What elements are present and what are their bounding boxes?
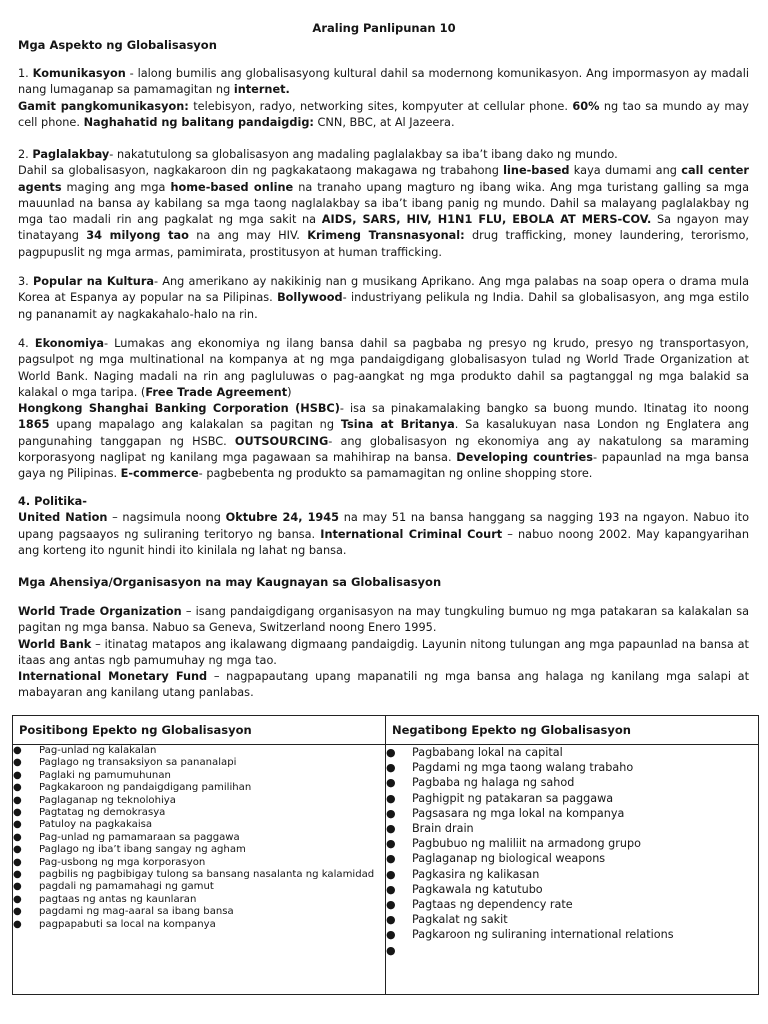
paragraph-ekonomiya [18, 336, 749, 483]
list-item [386, 867, 758, 882]
negative-effects-list [386, 745, 758, 957]
bullet-icon: ● [386, 761, 396, 775]
list-item-text: Pagkakaroon ng pandaigdigang pamilihan [39, 782, 252, 794]
list-item [386, 927, 758, 942]
list-item-text: Paglaki ng pamumuhunan [39, 769, 171, 781]
text-run: International Criminal Court [320, 527, 503, 541]
bullet-icon: ● [13, 831, 22, 843]
text-run: Gamit pangkomunikasyon: [18, 99, 189, 113]
bullet-icon: ● [13, 769, 22, 781]
list-item [386, 745, 758, 760]
list-item [386, 775, 758, 790]
list-item [386, 882, 758, 897]
text-run: 1865 [18, 418, 50, 432]
text-run: 3. [18, 275, 33, 288]
text-run: - papaunlad na mga bansa gaya ng Pilipinas. [18, 451, 749, 481]
section-heading-aspekto: Mga Aspekto ng Globalisasyon [18, 38, 217, 52]
list-item-text: Paglaganap ng teknolohiya [39, 794, 176, 806]
text-run: Naghahatid ng balitang pandaigdig: [83, 115, 314, 129]
text-run: – nagpapautang upang mapanatili ng mga bansa ang halaga ng kanilang mga salapi at mabayaran ang kanilang utang panlabas. [18, 670, 749, 700]
text-run: - isa sa pinakamalaking bangko sa buong mundo. Itinatag ito noong [339, 402, 750, 416]
list-item-text: Pagtatag ng demokrasya [39, 807, 166, 819]
text-run: – isang pandaigdigang organisasyon na may tungkuling bumuo ng mga patakaran sa kalakalan sa pagitan ng mga bansa. Nabuo sa Geneva, Switzerland noong Enero 1995. [18, 605, 749, 635]
list-item-text: Paglaganap ng biological weapons [412, 852, 606, 866]
paragraph-ahensiya [18, 604, 749, 702]
bullet-icon: ● [386, 882, 396, 896]
paragraph-komunikasyon [18, 66, 749, 131]
text-run: - industriyang pelikula ng India. Dahil sa globalisasyon, ang mga estilo ng pananamit ay nagkakahalo-halo na rin. [18, 291, 749, 321]
bullet-icon: ● [386, 852, 396, 866]
text-run: upang mapalago ang kalakalan sa pagitan ng [49, 418, 341, 432]
list-item-text: Patuloy na pagkakaisa [39, 819, 153, 831]
text-run: ) [287, 385, 292, 399]
text-run: World Trade Organization [18, 605, 182, 618]
text-run: - ang globalisasyon ng ekonomiya ang ay nakatulong sa maraming korporasyong naglipat ng kanilang mga pagawaan sa mahihirap na bansa. [18, 434, 749, 465]
header-positive: Positibong Epekto ng Globalisasyon [13, 716, 386, 745]
list-item [13, 919, 385, 931]
text-run: CNN, BBC, at Al Jazeera. [313, 115, 455, 129]
bullet-icon: ● [13, 881, 22, 893]
bullet-icon: ● [13, 906, 22, 918]
text-run: Ekonomiya [34, 337, 104, 350]
list-item [13, 881, 385, 893]
text-run: Dahil sa globalisasyon, nagkakaroon din ng pagkakataong makagawa ng trabahong [18, 164, 504, 178]
list-item [386, 912, 758, 927]
text-run: internet. [233, 83, 290, 97]
text-run: World Bank [18, 637, 92, 651]
text-run: - Lumakas ang ekonomiya ng ilang bansa dahil sa pagbaba ng presyo ng krudo, presyo ng transportasyon, pagsulpot ng mga multinational na kompanya at ng mga pandaigdigang globalisasyon tulad ng World Trade Organization at World Bank. Naging madali na rin ang pagluluwas o pag-aangkat ng mga produkto dahil sa pagtanggal ng mga balakid sa kalakal o mga taripa. ( [18, 337, 749, 399]
list-item [386, 806, 758, 821]
bullet-icon: ● [13, 782, 22, 794]
list-item [13, 844, 385, 856]
list-item-text: Pagkasira ng kalikasan [412, 867, 540, 881]
text-run: Free Trade Agreement [145, 385, 288, 399]
paragraph-popular-na-kultura [18, 274, 749, 323]
list-item [13, 869, 385, 881]
list-item [386, 760, 758, 775]
text-run: Developing countries [456, 451, 593, 465]
list-item-text: Pag-unlad ng pamamaraan sa paggawa [39, 831, 240, 843]
text-run: Hongkong Shanghai Banking Corporation (HSBC) [18, 402, 340, 416]
bullet-icon: ● [386, 822, 396, 836]
bullet-icon: ● [386, 791, 396, 805]
negative-effects-cell [386, 745, 759, 995]
list-item [13, 782, 385, 794]
text-run: Sa ngayon may tinatayang [18, 213, 749, 243]
list-item [386, 851, 758, 866]
list-item [13, 807, 385, 819]
text-run: - nakatutulong sa globalisasyon ang madaling paglalakbay sa iba’t ibang dako ng mundo. [109, 148, 618, 161]
text-run: telebisyon, radyo, networking sites, kompyuter at cellular phone. [188, 99, 573, 113]
bullet-icon: ● [386, 837, 396, 851]
list-item [13, 906, 385, 918]
text-run: 1. [18, 67, 33, 80]
list-item [13, 795, 385, 807]
text-run: 2. [18, 148, 33, 161]
text-run: - pagbebenta ng produkto sa pamamagitan ng online shopping store. [198, 467, 593, 481]
list-item [386, 821, 758, 836]
text-run: 60% [572, 99, 600, 113]
list-item-text: pagbilis ng pagbibigay tulong sa bansang nasalanta ng kalamidad [39, 869, 375, 881]
section-heading-ahensiya: Mga Ahensiya/Organisasyon na may Kaugnayan sa Globalisasyon [18, 575, 442, 589]
bullet-icon: ● [386, 943, 396, 957]
text-run: line-based [503, 164, 570, 178]
text-run: OUTSOURCING [234, 434, 329, 448]
text-run: - Ang amerikano ay nakikinig nan g musikang Aprikano. Ang mga palabas na soap opera o drama mula Korea at Espanya ay popular na sa Pilipinas. [18, 275, 750, 305]
list-item-text: Paghigpit ng patakaran sa paggawa [412, 791, 614, 805]
text-run: - lalong bumilis ang globalisasyong kultural dahil sa modernong komunikasyon. Ang impormasyon ay madali nang lumaganap sa pamamagitan ng [18, 67, 749, 97]
table-header-row [13, 716, 759, 745]
text-run: Komunikasyon [32, 67, 126, 80]
list-item-text: pagtaas ng antas ng kaunlaran [39, 893, 197, 905]
text-run: na tranaho upang magturo ng ibang wika. Ang mga turistang galling sa mga mauunlad na bansa ay kabilang sa mga taong naglalakbay sa iba’t ibang panig ng mundo. Dahil sa malayang paglalakbay ng mga tao madali rin ang pagkalat ng mga sakit na [18, 180, 749, 227]
list-item-text: Brain drain [412, 822, 474, 836]
text-run: – itinatag matapos ang ikalawang digmaang pandaigdig. Layunin nitong tulungan ang mga papaunlad na bansa at itaas ang antas ngb pamumuhay ng mga tao. [18, 637, 749, 667]
text-run: . Sa kasalukuyan nasa London ng Englatera ang pangunahing tanggapan ng HSBC. [18, 418, 749, 448]
list-item-text: Pagkawala ng katutubo [412, 882, 543, 896]
text-run: maging ang mga [61, 180, 171, 194]
text-run: Paglalakbay [32, 148, 110, 161]
list-item-text: Pagkaroon ng suliraning international relations [412, 928, 674, 942]
bullet-icon: ● [386, 806, 396, 820]
list-item [13, 770, 385, 782]
text-run: home-based online [170, 180, 294, 194]
bullet-icon: ● [386, 776, 396, 790]
bullet-icon: ● [386, 746, 396, 759]
list-item-text: Pagdami ng mga taong walang trabaho [412, 761, 634, 775]
list-item-text: Paglago ng iba’t ibang sangay ng agham [39, 844, 246, 856]
positive-effects-list [13, 745, 385, 931]
text-run: 4. Politika- [18, 495, 87, 508]
bullet-icon: ● [386, 898, 396, 912]
text-run: Popular na Kultura [32, 275, 155, 288]
list-item [13, 745, 385, 757]
bullet-icon: ● [13, 757, 22, 769]
list-item [386, 791, 758, 806]
bullet-icon: ● [13, 794, 22, 806]
text-run: na ang may HIV. [188, 229, 308, 243]
list-item [13, 832, 385, 844]
list-item-text: Pagbaba ng halaga ng sahod [412, 776, 575, 790]
text-run: AIDS, SARS, HIV, H1N1 FLU, EBOLA AT MERS-COV. [321, 213, 652, 227]
text-run: 4. [18, 337, 35, 350]
list-item [13, 819, 385, 831]
text-run: 34 milyong tao [86, 229, 189, 243]
text-run: call center agents [18, 164, 749, 194]
bullet-icon: ● [13, 869, 22, 881]
list-item-text: Pagsasara ng mga lokal na kompanya [412, 806, 625, 820]
text-run: – nabuo noong 2002. May kapangyarihan ang korteng ito ngunit hindi ito kinilala ng lahat ng bansa. [18, 527, 749, 557]
header-negative: Negatibong Epekto ng Globalisasyon [386, 716, 759, 745]
bullet-icon: ● [13, 745, 22, 756]
text-run: drug trafficking, money laundering, terorismo, pagpupuslit ng mga armas, pamimirata, prostitusyon at human trafficking. [18, 229, 749, 259]
list-item-text: Pagbabang lokal na capital [412, 746, 563, 759]
text-run: na may 51 na bansa hanggang sa nagging 193 na ngayon. Nabuo ito upang pagsaayos ng suliraning teritoryo ng bansa. [18, 511, 749, 541]
text-run: United Nation [18, 511, 108, 525]
list-item-text: Pag-usbong ng mga korporasyon [39, 856, 206, 868]
text-run: Krimeng Transnasyonal: [307, 229, 465, 243]
text-run: kaya dumami ang [569, 164, 682, 178]
text-run: E-commerce [120, 467, 199, 481]
bullet-icon: ● [13, 819, 22, 831]
table-row [13, 745, 759, 995]
text-run: Oktubre 24, 1945 [225, 511, 340, 525]
list-item [13, 757, 385, 769]
bullet-icon: ● [386, 928, 396, 942]
paragraph-paglalakbay [18, 147, 749, 261]
list-item [386, 836, 758, 851]
text-run: International Monetary Fund [18, 670, 208, 684]
list-item [13, 894, 385, 906]
bullet-icon: ● [386, 913, 396, 927]
list-item-text: pagdali ng pamamahagi ng gamut [39, 881, 214, 893]
list-item-text: Pagkalat ng sakit [412, 913, 508, 927]
positive-effects-cell [13, 745, 386, 995]
text-run: ng tao sa mundo ay may cell phone. [18, 99, 749, 129]
list-item-text: pagdami ng mag-aaral sa ibang bansa [39, 906, 234, 918]
list-item-text: Pagtaas ng dependency rate [412, 898, 573, 912]
page-title: Araling Panlipunan 10 [312, 21, 456, 35]
bullet-icon: ● [13, 918, 22, 930]
bullet-icon: ● [386, 867, 396, 881]
bullet-icon: ● [13, 856, 22, 868]
list-item-text: Pag-unlad ng kalakalan [39, 745, 157, 756]
bullet-icon: ● [13, 807, 22, 819]
paragraph-politika [18, 494, 749, 559]
list-item [386, 897, 758, 912]
bullet-icon: ● [13, 844, 22, 856]
text-run: – nagsimula noong [107, 511, 226, 525]
bullet-icon: ● [13, 893, 22, 905]
list-item-text: Pagbubuo ng maliliit na armadong grupo [412, 837, 641, 851]
list-item-text: Paglago ng transaksiyon sa pananalapi [39, 757, 237, 769]
text-run: Tsina at Britanya [340, 418, 455, 432]
list-item-text: pagpapabuti sa local na kompanya [39, 918, 216, 930]
text-run: Bollywood [277, 291, 343, 305]
effects-table [12, 715, 759, 995]
list-item [13, 857, 385, 869]
